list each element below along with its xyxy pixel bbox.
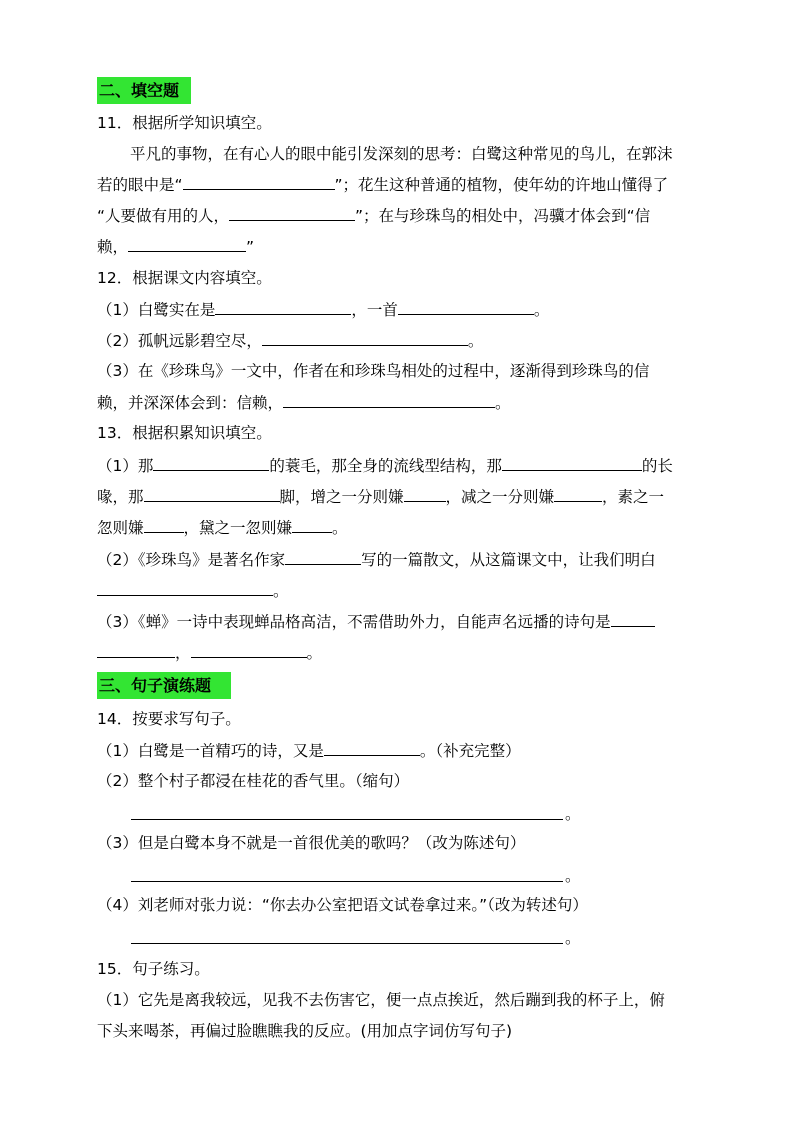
question-12-item-3-line-2 bbox=[97, 391, 511, 413]
q12-item3-text-c: 。 bbox=[495, 394, 511, 412]
question-11-line-3 bbox=[97, 204, 650, 226]
question-14-heading: 14．按要求写句子。 bbox=[97, 710, 241, 728]
answer-blank[interactable] bbox=[324, 739, 420, 756]
answer-blank[interactable] bbox=[215, 298, 351, 315]
q13-item1-text-d: 喙，那 bbox=[97, 488, 144, 506]
answer-blank[interactable] bbox=[404, 485, 446, 502]
question-12-heading: 12．根据课文内容填空。 bbox=[97, 269, 272, 287]
question-11-line-1: 平凡的事物，在有心人的眼中能引发深刻的思考：白鹭这种常见的鸟儿，在郭沫 bbox=[130, 145, 673, 163]
q13-item2-text-a: （2）《珍珠鸟》是著名作家 bbox=[97, 551, 286, 569]
answer-blank[interactable] bbox=[292, 516, 332, 533]
q13-item1-text-c: 的长 bbox=[641, 457, 673, 475]
question-13-item-2-line-1 bbox=[97, 548, 656, 570]
question-11-heading: 11．根据所学知识填空。 bbox=[97, 114, 272, 132]
answer-blank[interactable] bbox=[554, 485, 602, 502]
q11-line4-text-a: 赖， bbox=[97, 238, 129, 256]
answer-blank[interactable] bbox=[144, 485, 280, 502]
q13-item1-text-h: 忽则嫌 bbox=[97, 519, 144, 537]
answer-blank[interactable] bbox=[183, 173, 335, 190]
q14-item1-text-a: （1）白鹭是一首精巧的诗，又是 bbox=[97, 742, 324, 760]
answer-blank[interactable] bbox=[191, 641, 307, 658]
q13-item1-text-f: ，减之一分则嫌 bbox=[445, 488, 555, 506]
answer-blank[interactable] bbox=[398, 298, 534, 315]
q12-item1-text-c: 。 bbox=[533, 301, 550, 319]
q12-item2-text-b: 。 bbox=[467, 332, 484, 350]
q11-line3-text-b: ”；在与珍珠鸟的相处中，冯骥才体会到“信 bbox=[355, 207, 651, 225]
question-12-item-2 bbox=[97, 329, 483, 351]
q11-line2-text-b: ”；花生这种普通的植物，使年幼的许地山懂得了 bbox=[334, 176, 669, 194]
q11-line2-text-a: 若的眼中是“ bbox=[97, 176, 183, 194]
answer-line[interactable] bbox=[131, 881, 563, 882]
answer-line-period: 。 bbox=[565, 929, 581, 947]
answer-line[interactable] bbox=[131, 943, 563, 944]
question-15-item-1-line-2: 下头来喝茶，再偏过脸瞧瞧我的反应。(用加点字词仿写句子) bbox=[97, 1022, 513, 1040]
answer-line[interactable] bbox=[131, 819, 563, 820]
question-13-item-3-line-1 bbox=[97, 610, 655, 632]
answer-blank[interactable] bbox=[502, 454, 642, 471]
q13-item1-text-e: 脚，增之一分则嫌 bbox=[279, 488, 404, 506]
answer-blank[interactable] bbox=[229, 204, 355, 221]
question-14-item-4: （4）刘老师对张力说：“你去办公室把语文试卷拿过来。”（改为转述句） bbox=[97, 896, 588, 914]
question-11-line-2 bbox=[97, 173, 668, 195]
section-header-fill-in: 二、填空题 bbox=[97, 77, 191, 104]
section-header-sentence-practice: 三、句子演练题 bbox=[97, 672, 231, 699]
q11-line4-text-b: ” bbox=[246, 238, 255, 256]
question-15-heading: 15．句子练习。 bbox=[97, 960, 210, 978]
answer-blank[interactable] bbox=[153, 454, 269, 471]
q13-item2-text-c: 。 bbox=[273, 582, 289, 600]
answer-line-period: 。 bbox=[565, 867, 581, 885]
question-14-item-1 bbox=[97, 739, 521, 761]
question-13-item-2-line-2 bbox=[97, 579, 289, 601]
question-14-item-2: （2）整个村子都浸在桂花的香气里。（缩句） bbox=[97, 772, 410, 790]
q13-item1-text-g: ，素之一 bbox=[602, 488, 665, 506]
q13-item2-text-b: 写的一篇散文，从这篇课文中，让我们明白 bbox=[361, 551, 656, 569]
question-15-item-1-line-1: （1）它先是离我较远，见我不去伤害它，便一点点挨近，然后蹦到我的杯子上，俯 bbox=[97, 991, 665, 1009]
answer-line-period: 。 bbox=[565, 805, 581, 823]
question-12-item-3-line-1: （3）在《珍珠鸟》一文中，作者在和珍珠鸟相处的过程中，逐渐得到珍珠鸟的信 bbox=[97, 362, 650, 380]
answer-blank[interactable] bbox=[262, 329, 468, 346]
answer-blank[interactable] bbox=[144, 516, 184, 533]
q12-item1-text-b: ，一首 bbox=[351, 301, 398, 319]
answer-blank[interactable] bbox=[128, 235, 246, 252]
answer-blank[interactable] bbox=[97, 641, 175, 658]
question-11-line-4 bbox=[97, 235, 254, 257]
answer-blank[interactable] bbox=[97, 579, 273, 596]
q13-item1-text-b: 的蓑毛，那全身的流线型结构，那 bbox=[269, 457, 502, 475]
q13-item3-text-c: 。 bbox=[306, 644, 323, 662]
question-13-item-3-line-2 bbox=[97, 641, 322, 663]
q12-item2-text-a: （2）孤帆远影碧空尽， bbox=[97, 332, 262, 350]
question-13-heading: 13．根据积累知识填空。 bbox=[97, 424, 272, 442]
question-13-item-1-line-2 bbox=[97, 485, 664, 507]
q12-item3-text-b: 赖，并深深体会到：信赖， bbox=[97, 394, 284, 412]
q13-item3-text-a: （3）《蝉》一诗中表现蝉品格高洁，不需借助外力，自能声名远播的诗句是 bbox=[97, 613, 611, 631]
question-14-item-3: （3）但是白鹭本身不就是一首很优美的歌吗？（改为陈述句） bbox=[97, 834, 526, 852]
question-13-item-1-line-1 bbox=[97, 454, 673, 476]
q13-item1-text-a: （1）那 bbox=[97, 457, 154, 475]
q13-item1-text-j: 。 bbox=[332, 519, 348, 537]
question-12-item-1 bbox=[97, 298, 549, 320]
question-13-item-1-line-3 bbox=[97, 516, 348, 538]
answer-blank[interactable] bbox=[611, 610, 655, 627]
q13-item3-text-b: ， bbox=[175, 644, 191, 662]
answer-blank[interactable] bbox=[283, 391, 495, 408]
answer-blank[interactable] bbox=[285, 548, 361, 565]
q12-item1-text-a: （1）白鹭实在是 bbox=[97, 301, 216, 319]
q14-item1-text-b: 。（补充完整） bbox=[419, 742, 521, 760]
q11-line3-text-a: “人要做有用的人， bbox=[97, 207, 230, 225]
q13-item1-text-i: ，黛之一忽则嫌 bbox=[183, 519, 293, 537]
